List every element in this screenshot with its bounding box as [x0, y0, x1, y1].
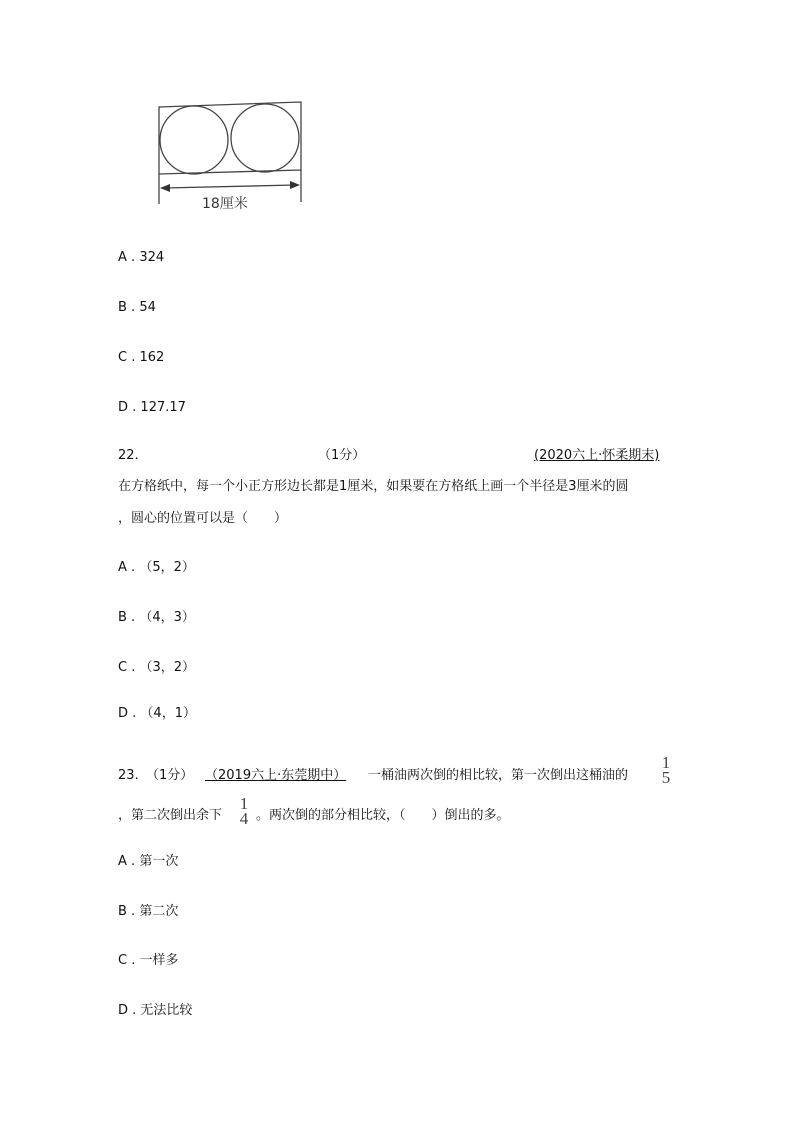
option-label: B .	[118, 300, 136, 315]
option-label: B .	[118, 904, 136, 919]
option-label: B .	[118, 610, 136, 625]
q22-question-line1: 在方格纸中，每一个小正方形边长都是1厘米，如果要在方格纸上画一个半径是3厘米的圆	[118, 479, 629, 494]
fraction-denominator: 5	[661, 768, 671, 787]
option-text: 第二次	[139, 904, 179, 919]
option-text: 一样多	[139, 953, 179, 968]
option-label: D .	[118, 400, 137, 415]
q23-source-link[interactable]: （2019六上·东莞期中）	[205, 768, 347, 783]
q21-option-d[interactable]	[118, 400, 186, 416]
q23-option-d[interactable]	[118, 1003, 192, 1019]
q23-number: 23.	[118, 768, 139, 783]
figure-dimension-label: 18厘米	[202, 196, 248, 212]
q22-option-c[interactable]	[118, 660, 195, 676]
option-label: A .	[118, 854, 136, 869]
option-text: 127.17	[140, 400, 186, 415]
option-label: A .	[118, 560, 136, 575]
option-text: （5，2）	[139, 560, 195, 575]
q22-option-a[interactable]	[118, 560, 195, 576]
option-label: A .	[118, 250, 136, 265]
option-text: （4，3）	[139, 610, 195, 625]
option-label: C .	[118, 350, 136, 365]
q22-number: 22.	[118, 448, 139, 463]
q23-score: （1分）	[146, 768, 194, 783]
option-text: 无法比较	[140, 1003, 193, 1018]
option-label: D .	[118, 1003, 137, 1018]
q22-option-d[interactable]	[118, 706, 196, 722]
q22-source-link[interactable]: (2020六上·怀柔期末)	[534, 448, 660, 463]
option-text: 162	[139, 350, 165, 365]
option-text: （3，2）	[139, 660, 196, 675]
option-text: （4，1）	[140, 706, 196, 721]
option-text: 324	[139, 250, 165, 265]
q23-question-line2b: 。两次倒的部分相比较，（ ）倒出的多。	[256, 808, 510, 823]
q22-option-b[interactable]	[118, 610, 195, 626]
q21-option-a[interactable]	[118, 250, 164, 266]
fraction-one-fifth	[660, 755, 672, 785]
fraction-numerator: 1	[239, 794, 249, 813]
q23-question-line2a: ，第二次倒出余下	[118, 808, 223, 823]
fraction-denominator: 4	[239, 809, 249, 828]
fraction-numerator: 1	[661, 753, 671, 772]
option-text: 第一次	[139, 854, 179, 869]
q21-option-c[interactable]	[118, 350, 164, 366]
q23-option-a[interactable]	[118, 854, 178, 870]
q23-question-line1: 一桶油两次倒的相比较，第一次倒出这桶油的	[368, 768, 629, 783]
option-label: C .	[118, 953, 136, 968]
fraction-one-quarter	[238, 796, 250, 826]
option-text: 54	[139, 300, 156, 315]
q23-option-c[interactable]	[118, 953, 179, 969]
q21-option-b[interactable]	[118, 300, 156, 316]
q23-option-b[interactable]	[118, 904, 178, 920]
option-label: D .	[118, 706, 137, 721]
option-label: C .	[118, 660, 136, 675]
q22-score: （1分）	[318, 448, 366, 463]
q22-question-line2: ，圆心的位置可以是（ ）	[118, 511, 288, 526]
